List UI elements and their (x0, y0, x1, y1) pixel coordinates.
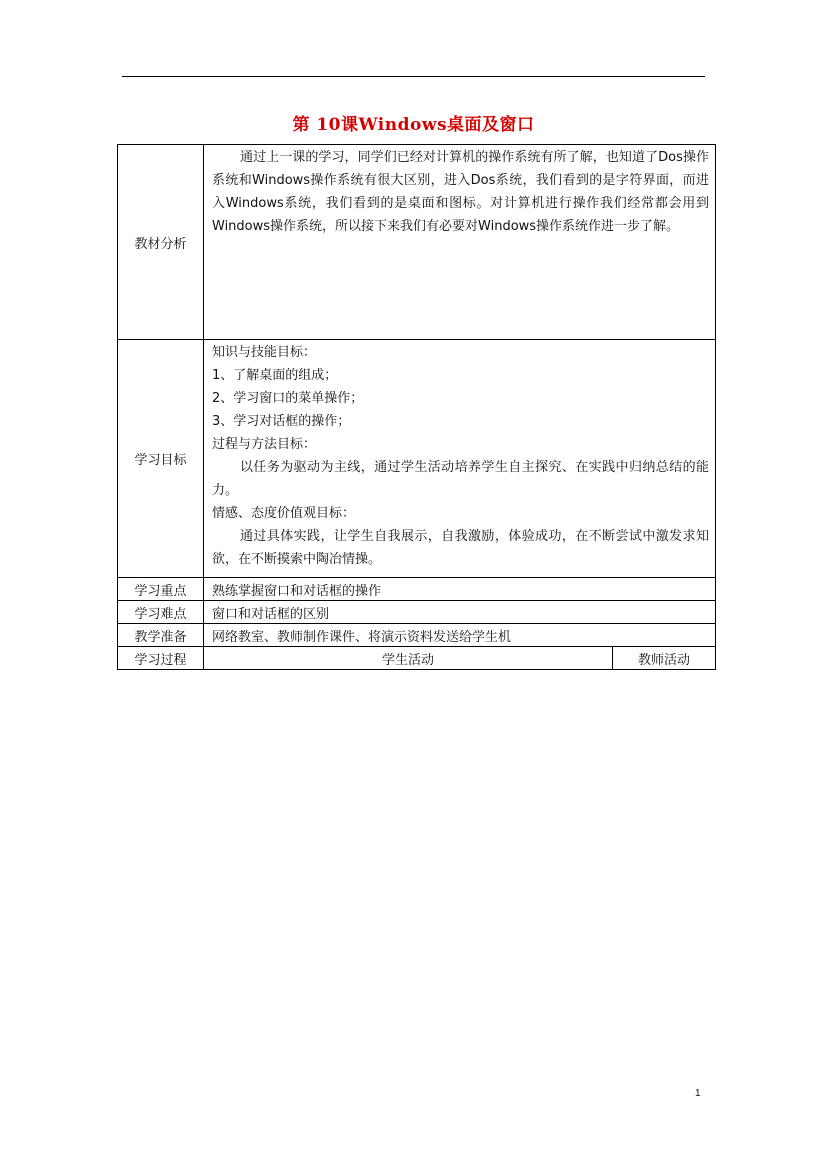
row-goals (118, 340, 716, 578)
row-label-process: 学习过程 (118, 647, 204, 670)
goal-item-2: 2、学习窗口的菜单操作； (212, 391, 364, 406)
row-preparation (118, 624, 716, 647)
row-label-preparation: 教学准备 (118, 624, 204, 647)
goal-item-1: 1、了解桌面的组成； (212, 368, 338, 383)
goal-item-3: 3、学习对话框的操作； (212, 414, 351, 429)
row-difficulty (118, 601, 716, 624)
goals-content (204, 340, 716, 578)
row-label-difficulty: 学习难点 (118, 601, 204, 624)
row-label-focus: 学习重点 (118, 578, 204, 601)
difficulty-text: 窗口和对话框的区别 (204, 601, 716, 624)
row-process (118, 647, 716, 670)
preparation-text: 网络教室、教师制作课件、将演示资料发送给学生机 (204, 624, 716, 647)
student-activity-header: 学生活动 (204, 647, 613, 670)
header-rule (122, 76, 705, 77)
emotion-heading: 情感、态度价值观目标： (212, 506, 356, 521)
row-analysis (118, 145, 716, 340)
row-label-goals: 学习目标 (118, 340, 204, 578)
analysis-text: 通过上一课的学习，同学们已经对计算机的操作系统有所了解，也知道了Dos操作系统和Windows操作系统有很大区别，进入Dos系统，我们看到的是字符界面，而进入Windows系统，我们看到的是桌面和图标。对计算机进行操作我们经常都会用到Windows操作系统，所以接下来我们有必要对Windows操作系统作进一步了解。 (212, 150, 710, 234)
analysis-content (204, 145, 716, 340)
focus-text: 熟练掌握窗口和对话框的操作 (204, 578, 716, 601)
lesson-plan-table (117, 144, 716, 670)
process-text: 以任务为驱动为主线，通过学生活动培养学生自主探究、在实践中归纳总结的能力。 (212, 460, 710, 498)
page-title: 第 10课Windows桌面及窗口 (292, 115, 535, 135)
knowledge-heading: 知识与技能目标： (212, 345, 317, 360)
page-number: 1 (695, 1088, 701, 1099)
row-label-analysis: 教材分析 (118, 145, 204, 340)
process-heading: 过程与方法目标： (212, 437, 317, 452)
row-focus (118, 578, 716, 601)
teacher-activity-header: 教师活动 (613, 647, 716, 670)
emotion-text: 通过具体实践，让学生自我展示，自我激励，体验成功，在不断尝试中激发求知欲，在不断摸索中陶冶情操。 (212, 529, 710, 567)
